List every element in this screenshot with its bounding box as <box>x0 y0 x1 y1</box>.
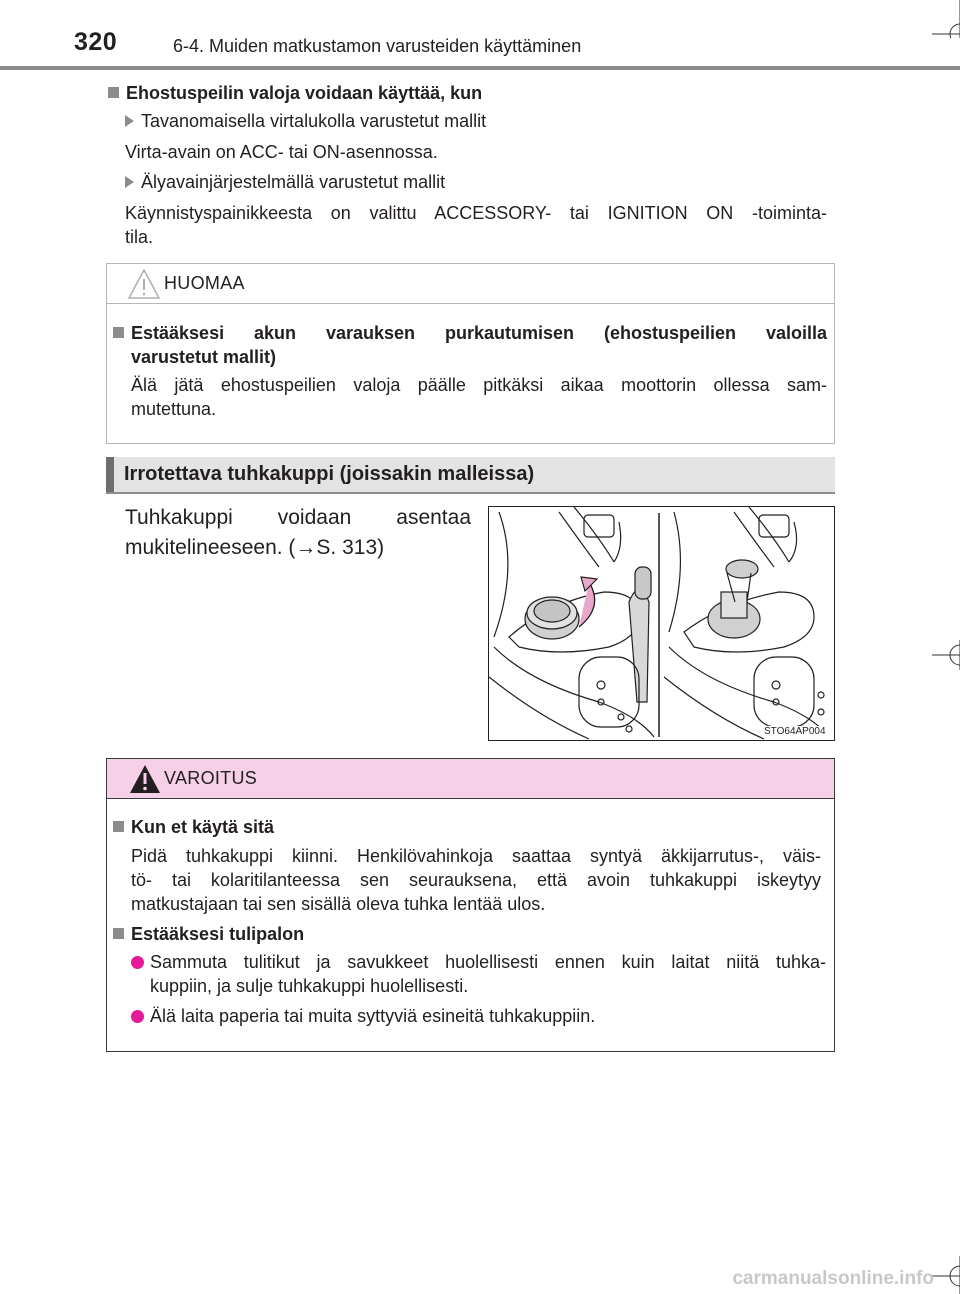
lights-heading: Ehostuspeilin valoja voidaan käyttää, kun <box>108 81 482 105</box>
registration-mark-icon <box>932 0 960 38</box>
ashtray-section-bar <box>106 457 835 494</box>
square-bullet-icon <box>113 928 124 939</box>
registration-mark-icon <box>932 1256 960 1294</box>
triangle-bullet-icon <box>125 176 134 188</box>
warning-text1-line1: Pidä tuhkakuppi kiinni. Henkilövahinkoja saattaa syntyä äkkijarrutus-, väis- <box>131 846 821 866</box>
section-underline <box>106 492 835 494</box>
lights-item2-text-line1: Käynnistyspainikkeesta on valittu ACCESSORY- tai IGNITION ON -toiminta- <box>125 203 827 223</box>
page-number: 320 <box>74 28 118 56</box>
notice-text-line1: Älä jätä ehostuspeilien valoja päälle pitkäksi aikaa moottorin ollessa sam- <box>131 375 827 395</box>
footer-watermark: carmanualsonline.info <box>732 1268 934 1289</box>
square-bullet-icon <box>113 821 124 832</box>
circle-bullet-icon <box>131 1010 144 1023</box>
figure-code: STO64AP004 <box>764 726 826 737</box>
ashtray-section-title: Irrotettava tuhkakuppi (joissakin malleissa) <box>124 463 535 485</box>
registration-mark-icon <box>932 636 960 674</box>
notice-box <box>106 263 835 444</box>
notice-heading-line2: varustetut mallit) <box>131 347 277 367</box>
warning-box <box>106 758 835 1052</box>
ashtray-illustration <box>488 506 835 741</box>
notice-text-line2: mutettuna. <box>131 399 217 419</box>
warning-label: VAROITUS <box>164 768 258 788</box>
notice-heading-line1: Estääksesi akun varauksen purkautumisen (ehostuspeilien valoilla <box>113 321 827 345</box>
ashtray-line-drawing <box>489 507 834 740</box>
circle-bullet-icon <box>131 956 144 969</box>
lights-item1-title: Tavanomaisella virtalukolla varustetut mallit <box>125 109 486 133</box>
warning-text1-line3: matkustajaan tai sen sisällä oleva tuhka lentää ulos. <box>131 894 546 914</box>
warning-heading1: Kun et käytä sitä <box>113 815 274 839</box>
warning-heading2: Estääksesi tulipalon <box>113 922 304 946</box>
warning-header <box>107 759 834 799</box>
lights-item2-title: Älyavainjärjestelmällä varustetut mallit <box>125 170 445 194</box>
square-bullet-icon <box>113 327 124 338</box>
notice-header <box>107 264 834 304</box>
triangle-bullet-icon <box>125 115 134 127</box>
header-title: 6-4. Muiden matkustamon varusteiden käyttäminen <box>173 36 582 56</box>
header-rule <box>0 66 960 70</box>
caution-triangle-icon <box>127 268 161 300</box>
lights-item2-text-line2: tila. <box>125 227 154 247</box>
ashtray-text-line2: mukitelineeseen. (→S. 313) <box>125 536 385 559</box>
lights-item1-text: Virta-avain on ACC- tai ON-asennossa. <box>125 142 438 162</box>
warning-bullet1-line2: kuppiin, ja sulje tuhkakuppi huolellisesti. <box>150 976 469 996</box>
ashtray-text-line1: Tuhkakuppi voidaan asentaa <box>125 506 471 529</box>
notice-label: HUOMAA <box>164 273 245 293</box>
warning-bullet2: Älä laita paperia tai muita syttyviä esineitä tuhkakuppiin. <box>150 1006 596 1026</box>
warning-triangle-icon <box>129 764 161 794</box>
warning-bullet1-line1: Sammuta tulitikut ja savukkeet huolellisesti ennen kuin laitat niitä tuhka- <box>150 952 826 972</box>
square-bullet-icon <box>108 87 119 98</box>
warning-text1-line2: tö- tai kolaritilanteessa sen seurauksena, että avoin tuhkakuppi iskeytyy <box>131 870 821 890</box>
